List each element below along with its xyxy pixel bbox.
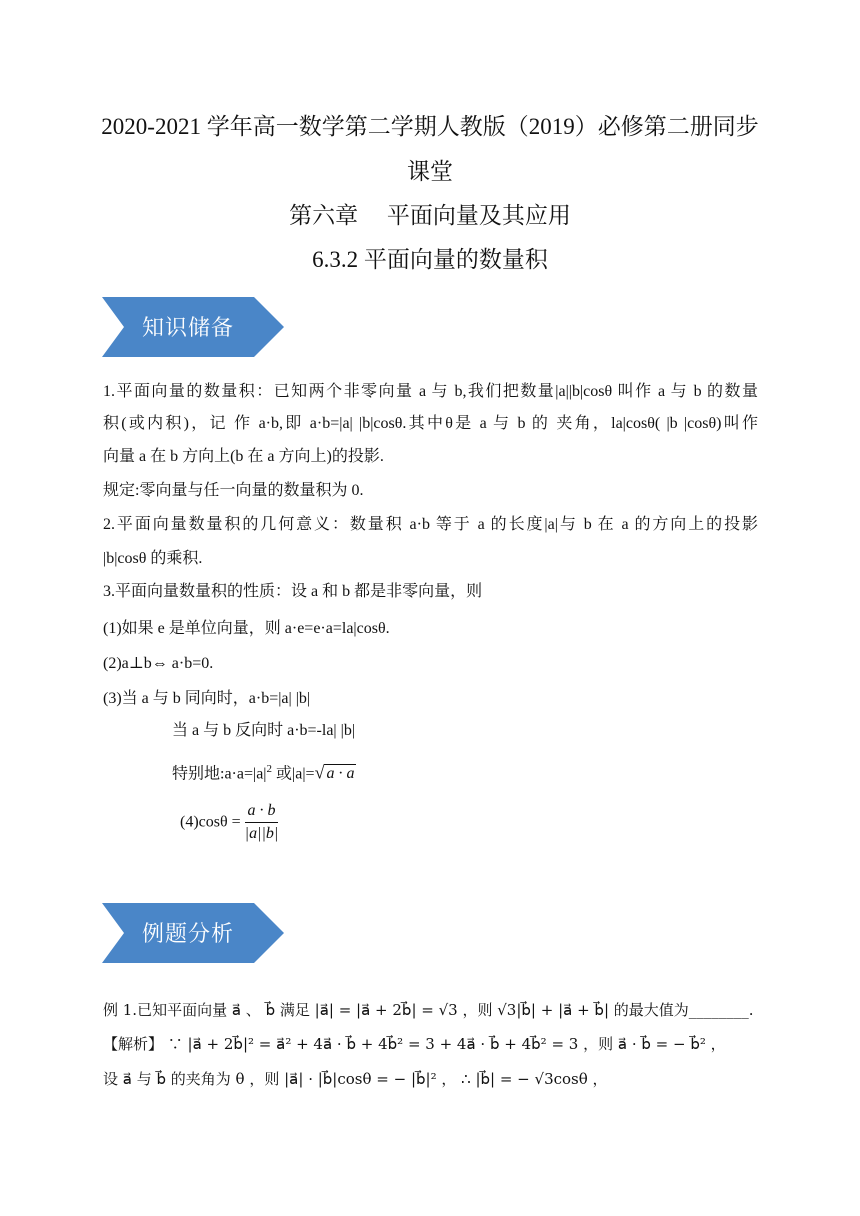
banner-label: 知识储备 [142, 316, 235, 341]
property-3-opposite: 当 a 与 b 反向时 a·b=-la| |b| [172, 722, 356, 739]
chapter-heading: 第六章 平面向量及其应用 [289, 203, 571, 228]
document-title-line1: 2020-2021 学年高一数学第二学期人教版（2019）必修第二册同步 [101, 114, 759, 139]
formula-text: (4)cosθ = [180, 813, 241, 831]
example-solution-line: 【解析】 ∵ |a⃗ + 2b⃗|² = a⃗² + 4a⃗ · b⃗ + 4b⃗² = 3 + 4a⃗ · b⃗ + 4b⃗² = 3 ，则 a⃗ · b⃗ = − b⃗² ， [103, 1035, 726, 1053]
sqrt-radicand: a · a [326, 765, 355, 783]
section-banner-knowledge [102, 297, 284, 357]
sqrt-icon: √ [314, 762, 325, 783]
section-banner-examples [102, 903, 284, 963]
fraction-numerator: a · b [245, 800, 279, 823]
formula-exponent: 2 [266, 763, 273, 775]
formula-text: 特别地:a·a=|a| [172, 765, 267, 783]
banner-label: 例题分析 [142, 922, 235, 947]
document-title-line2: 课堂 [407, 159, 453, 184]
property-heading: 3.平面向量数量积的性质：设 a 和 b 都是非零向量，则 [103, 583, 483, 600]
formula-text: 或|a|= [272, 765, 315, 783]
fraction-denominator: |a||b| [244, 825, 279, 842]
paragraph-line: |b|cosθ 的乘积. [103, 550, 203, 567]
paragraph-line: 积(或内积)，记 作 a·b,即 a·b=|a| |b|cosθ.其中θ是 a 与 b 的 夹角，la|cosθ( |b |cosθ)叫作 [103, 415, 758, 432]
property-1: (1)如果 e 是单位向量，则 a·e=e·a=la|cosθ. [103, 620, 390, 637]
property-2: (2)a⊥b⇔ a·b=0. [103, 655, 214, 672]
section-heading: 6.3.2 平面向量的数量积 [312, 247, 548, 272]
property-3: (3)当 a 与 b 同向时，a·b=|a| |b| [103, 690, 311, 707]
special-case-formula [172, 758, 356, 785]
fraction [245, 800, 279, 845]
example-solution-line: 设 a⃗ 与 b⃗ 的夹角为 θ ，则 |a⃗| · |b⃗|cosθ = − |b⃗|² ， ∴ |b⃗| = − √3cosθ ， [103, 1070, 608, 1088]
paragraph-line: 向量 a 在 b 方向上(b 在 a 方向上)的投影. [103, 448, 384, 465]
example-question: 例 1.已知平面向量 a⃗ 、 b⃗ 满足 |a⃗| = |a⃗ + 2b⃗| = √3 ，则 √3|b⃗| + |a⃗ + b⃗| 的最大值为________. [103, 1001, 754, 1019]
paragraph-line: 2.平面向量数量积的几何意义：数量积 a·b 等于 a 的长度|a|与 b 在 a 的方向上的投影 [103, 516, 758, 533]
rule-text: 规定:零向量与任一向量的数量积为 0. [103, 482, 364, 499]
paragraph-line: 1.平面向量的数量积：已知两个非零向量 a 与 b,我们把数量|a||b|cosθ 叫作 a 与 b 的数量 [103, 383, 758, 400]
cosine-formula [180, 800, 278, 845]
